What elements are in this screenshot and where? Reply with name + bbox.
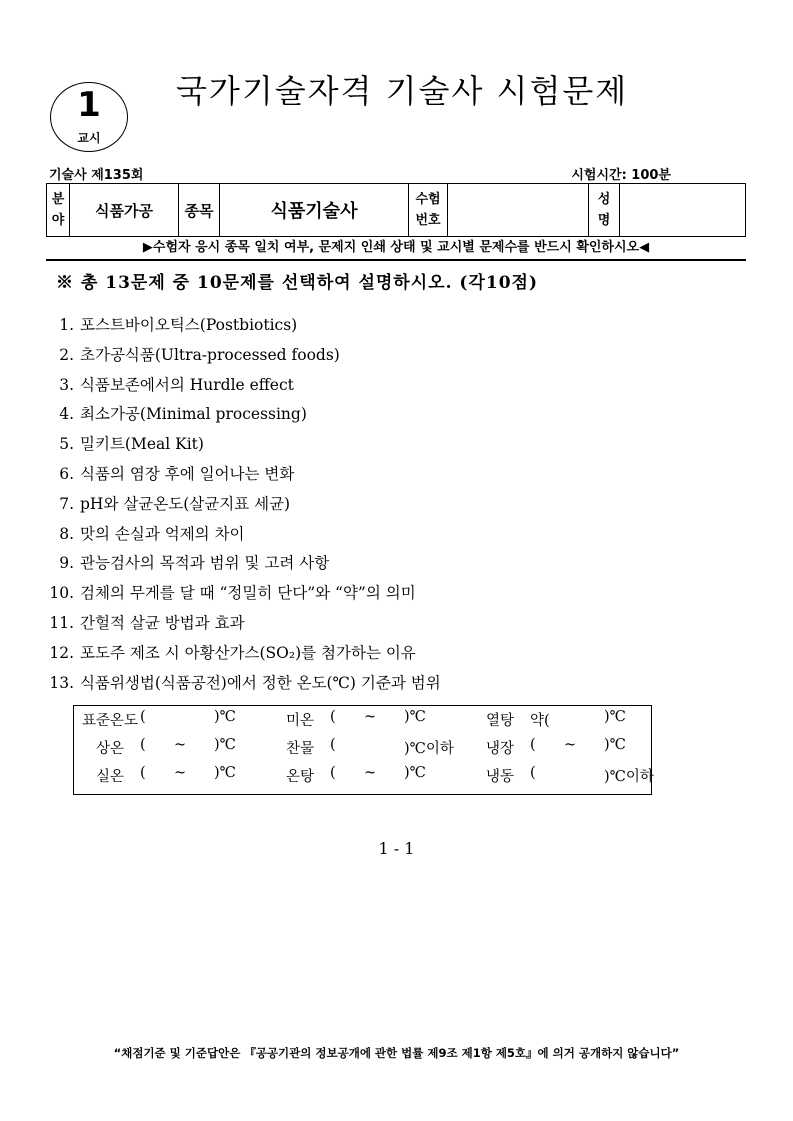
exam-number-field[interactable]: [448, 184, 589, 237]
range-tilde: ~: [174, 765, 187, 781]
question-number: 7.: [59, 494, 74, 513]
question-number: 5.: [59, 435, 74, 454]
question-text: 맛의 손실과 억제의 차이: [80, 524, 245, 543]
question-list: [44, 313, 441, 700]
question-item: [44, 492, 441, 522]
type-label: 종목: [179, 184, 220, 237]
name-label-cell: [589, 184, 620, 237]
temperature-table: [73, 705, 652, 795]
question-number: 4.: [59, 405, 74, 424]
close-bracket-unit: )℃: [604, 709, 626, 725]
session-number: 1: [77, 85, 101, 125]
session-badge: [50, 82, 128, 152]
close-bracket-unit: )℃: [214, 765, 236, 781]
temperature-label: 냉장: [486, 741, 515, 757]
open-bracket: (: [140, 765, 146, 781]
question-item: [44, 462, 441, 492]
field-label-bottom: 야: [51, 213, 65, 228]
close-bracket-unit: )℃: [404, 709, 426, 725]
open-bracket: (: [530, 737, 536, 753]
question-text: pH와 살균온도(살균지표 세균): [80, 494, 291, 513]
type-value: 식품기술사: [220, 184, 409, 237]
question-text: 초가공식품(Ultra-processed foods): [80, 345, 340, 364]
question-item: [44, 402, 441, 432]
exam-info-table: [46, 183, 746, 237]
open-bracket: (: [140, 737, 146, 753]
question-item: [44, 313, 441, 343]
exam-number-label-top: 수험: [415, 192, 441, 207]
close-bracket-unit: )℃이하: [404, 741, 454, 757]
question-number: 9.: [59, 554, 74, 573]
instruction: ※ 총 13문제 중 10문제를 선택하여 설명하시오. (각10점): [56, 273, 539, 293]
close-bracket-unit: )℃: [604, 737, 626, 753]
name-label-bottom: 명: [597, 213, 611, 228]
open-bracket: (: [140, 709, 146, 725]
temperature-row: [74, 737, 651, 767]
session-label: 교시: [77, 131, 101, 145]
question-text: 최소가공(Minimal processing): [80, 405, 307, 424]
range-tilde: ~: [364, 709, 377, 725]
question-item: [44, 581, 441, 611]
question-item: [44, 611, 441, 641]
question-text: 포도주 제조 시 아황산가스(SO₂)를 첨가하는 이유: [80, 643, 416, 662]
question-number: 6.: [59, 464, 74, 483]
open-bracket: 약(: [530, 713, 550, 729]
temperature-label: 상온: [96, 741, 125, 757]
question-number: 1.: [59, 316, 74, 334]
question-item: [44, 641, 441, 671]
question-number: 11.: [49, 613, 74, 632]
temperature-label: 실온: [96, 769, 125, 785]
question-number: 12.: [49, 643, 74, 662]
exam-number-label-bottom: 번호: [415, 213, 441, 228]
question-text: 식품보존에서의 Hurdle effect: [80, 375, 294, 394]
question-text: 포스트바이오틱스(Postbiotics): [80, 316, 298, 334]
question-number: 13.: [49, 673, 74, 692]
open-bracket: (: [330, 709, 336, 725]
question-item: [44, 343, 441, 373]
question-number: 10.: [49, 584, 74, 603]
question-text: 간헐적 살균 방법과 효과: [80, 613, 245, 632]
question-number: 2.: [59, 345, 74, 364]
field-label-top: 분: [51, 192, 65, 207]
name-field[interactable]: [620, 184, 746, 237]
field-label-cell: [47, 184, 70, 237]
temperature-label: 찬물: [286, 741, 315, 757]
name-label-top: 성: [597, 192, 611, 207]
question-item: [44, 432, 441, 462]
category-round: 기술사 제135회: [49, 168, 144, 183]
question-text: 검체의 무게를 달 때 “정밀히 단다”와 “약”의 의미: [80, 584, 416, 603]
temperature-row: [74, 765, 654, 795]
question-text: 식품위생법(식품공전)에서 정한 온도(℃) 기준과 범위: [80, 673, 441, 692]
question-number: 3.: [59, 375, 74, 394]
question-text: 식품의 염장 후에 일어나는 변화: [80, 464, 295, 483]
page-number: 1 - 1: [378, 839, 415, 858]
range-tilde: ~: [364, 765, 377, 781]
temperature-label: 온탕: [286, 769, 315, 785]
question-item: [44, 373, 441, 403]
field-value: 식품가공: [70, 184, 179, 237]
footer-note: “채점기준 및 기준답안은 『공공기관의 정보공개에 관한 법률 제9조 제1항 제5호』에 의거 공개하지 않습니다”: [113, 1046, 680, 1060]
exam-number-label-cell: [409, 184, 448, 237]
temperature-label: 냉동: [486, 769, 515, 785]
question-item: [44, 522, 441, 552]
open-bracket: (: [330, 737, 336, 753]
close-bracket-unit: )℃이하: [604, 769, 654, 785]
question-item: [44, 551, 441, 581]
close-bracket-unit: )℃: [404, 765, 426, 781]
notice-line: ▶수험자 응시 종목 일치 여부, 문제지 인쇄 상태 및 교시별 문제수를 반드시 확인하시오◀: [46, 238, 746, 261]
temperature-row: [74, 709, 651, 739]
open-bracket: (: [330, 765, 336, 781]
question-text: 밀키트(Meal Kit): [80, 435, 204, 454]
exam-title: 국가기술자격 기술사 시험문제: [176, 72, 629, 110]
open-bracket: (: [530, 765, 536, 781]
temperature-label: 미온: [286, 713, 315, 729]
exam-time: 시험시간: 100분: [571, 168, 671, 183]
close-bracket-unit: )℃: [214, 709, 236, 725]
temperature-label: 열탕: [486, 713, 515, 729]
range-tilde: ~: [564, 737, 577, 753]
close-bracket-unit: )℃: [214, 737, 236, 753]
temperature-label: 표준온도: [82, 713, 139, 729]
question-text: 관능검사의 목적과 범위 및 고려 사항: [80, 554, 330, 573]
range-tilde: ~: [174, 737, 187, 753]
question-item: [44, 671, 441, 701]
question-number: 8.: [59, 524, 74, 543]
